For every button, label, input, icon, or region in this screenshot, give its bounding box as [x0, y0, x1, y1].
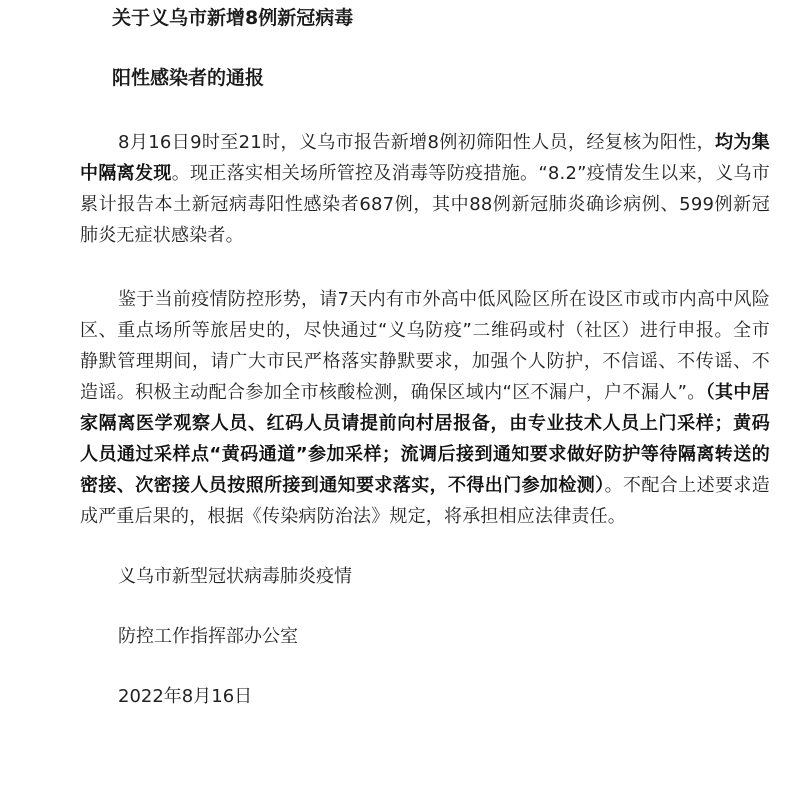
paragraph-requirements-rest: 。不配合上述要求造成严重后果的，根据《传染病防治法》规定，将承担相应法律责任。: [80, 475, 770, 527]
signature-org-line-2: 防控工作指挥部办公室: [118, 626, 298, 647]
signature-org-line-1: 义乌市新型冠状病毒肺炎疫情: [118, 566, 352, 587]
notice-title-line-2: 阳性感染者的通报: [112, 67, 265, 89]
notice-title-line-1: 关于义乌市新增8例新冠病毒: [112, 7, 354, 29]
paragraph-requirements: [80, 284, 770, 532]
notice-document: [80, 0, 770, 712]
paragraph-new-cases-bold: 均为集中隔离发现: [80, 132, 770, 184]
signature-date: 2022年8月16日: [118, 686, 253, 707]
paragraph-new-cases-rest: 。现正落实相关场所管控及消毒等防疫措施。“8.2”疫情发生以来，义乌市累计报告本土新冠病毒阳性感染者687例，其中88例新冠肺炎确诊病例、599例新冠肺炎无症状感染者。: [80, 163, 771, 246]
paragraph-new-cases-intro: 8月16日9时至21时，义乌市报告新增8例初筛阳性人员，经复核为阳性，: [118, 132, 716, 153]
paragraph-requirements-bold: （其中居家隔离医学观察人员、红码人员请提前向村居报备，由专业技术人员上门采样；黄码人员通过采样点“黄码通道”参加采样；流调后接到通知要求做好防护等待隔离转送的密接、次密接人员按照所接到通知要求落实，不得出门参加检测）: [80, 382, 770, 496]
paragraph-requirements-intro: 鉴于当前疫情防控形势，请7天内有市外高中低风险区所在设区市或市内高中风险区、重点场所等旅居史的，尽快通过“义乌防疫”二维码或村（社区）进行申报。全市静默管理期间，请广大市民严格落实静默要求，加强个人防护，不信谣、不传谣、不造谣。积极主动配合参加全市核酸检测，确保区域内“区不漏户，户不漏人”。: [80, 289, 770, 403]
paragraph-new-cases: [80, 127, 770, 251]
